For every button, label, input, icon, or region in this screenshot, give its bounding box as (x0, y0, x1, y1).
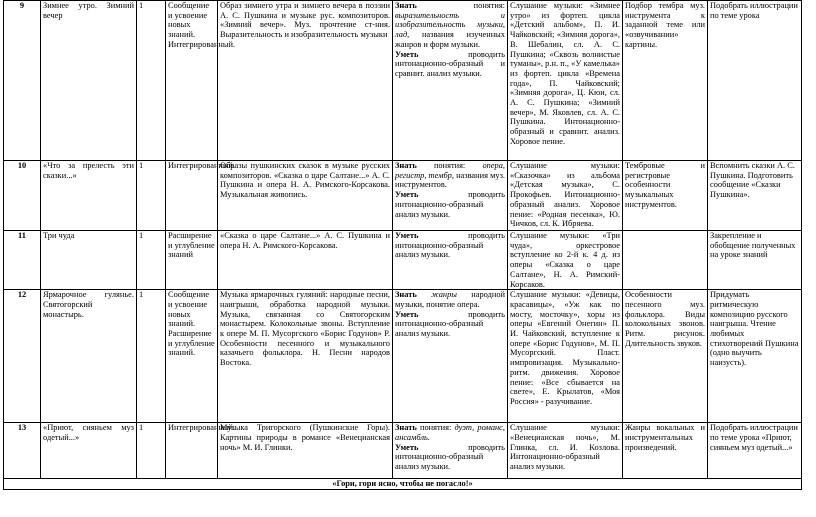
lesson-control: Особенности песенного муз. фольклора. Виды колокольных звонов. Ритм. рисунок. Длительность звуков. (623, 290, 708, 423)
lesson-type: Расширение и углубление знаний (166, 231, 218, 290)
lesson-homework: Придумать ритмическую композицию русского наигрыша. Чтение любимых стихотворений Пушкина (одно выучить наизусть). (708, 290, 802, 423)
lesson-plan-table (3, 0, 802, 490)
lesson-control (623, 231, 708, 290)
lesson-homework: Вспомнить сказки А. С. Пушкина. Подготовить сообщение «Сказки Пушкина». (708, 161, 802, 231)
req-keyword: Знать (395, 290, 417, 300)
req2-keyword: Уметь (395, 442, 419, 452)
lesson-control: Подбор тембра муз. инструмента к заданной теме или «озвучивании» картины. (623, 1, 708, 161)
lesson-type: Интегрированный. (166, 161, 218, 231)
lesson-homework: Закрепление и обобщение полученных на уроке знаний (708, 231, 802, 290)
req2-keyword: Уметь (395, 190, 419, 200)
req-lead: понятия: (416, 161, 483, 170)
section-title: «Гори, гори ясно, чтобы не погасло!» (4, 479, 802, 490)
lesson-activity: Слушание музыки: «Венецианская ночь», М. Глинка, сл. И. Козлова. Интонационно-образный анализ музыки. (508, 423, 623, 479)
req-lead: понятия: (416, 423, 455, 433)
req-terms: опера, регистр, тембр, (395, 161, 505, 180)
lesson-requirements (393, 1, 508, 161)
lesson-content: Образ зимнего утра и зимнего вечера в поэзии А. С. Пушкина и музыке рус. композиторов. «Зимний вечер». Муз. прочтение ст-ния. Выразительность и изобразительность музыки (218, 1, 393, 161)
table-row (4, 161, 802, 231)
req2-text: проводить интонационно-образный анализ музыки. (395, 442, 505, 472)
lesson-activity: Слушание музыки: «Сказочка» из альбома «Детская музыка», С. Прокофьев. Интонационно-образный анализ. Хоровое пение: «Родная песенка», Ю. Чичков, сл. К. Ибряева. (508, 161, 623, 231)
lesson-hours: 1 (137, 1, 166, 161)
lesson-topic: Зимнее утро. Зимний вечер (41, 1, 137, 161)
req2-keyword: Уметь (395, 309, 419, 319)
lesson-control: Жанры вокальных и инструментальных произведений. (623, 423, 708, 479)
lesson-content: Музыка ярмарочных гуляний: народные песни, наигрыши, обработка народной музыки. Музыка, связанная со Святогорским монастырем. Колокольные звоны. Вступление к опере М. П. Мусоргского «Борис Годунов» Р. Особенности песенного и музыкального казачьего фольклора. Н. Песни народов Востока. (218, 290, 393, 423)
lesson-requirements (393, 231, 508, 290)
lesson-hours: 1 (137, 290, 166, 423)
req-keyword: Знать (395, 1, 417, 10)
req2-text: проводить интонационно-образный анализ музыки. (395, 190, 505, 219)
lesson-topic: Ярмарочное гулянье. Святогорский монастырь. (41, 290, 137, 423)
req-keyword: Уметь (395, 231, 419, 240)
req-terms: жанры (431, 290, 457, 300)
table-row (4, 231, 802, 290)
req-lead (417, 290, 431, 299)
lesson-number: 10 (4, 161, 41, 231)
req-tail: названия муз. инструментов. (395, 170, 505, 190)
lesson-hours: 1 (137, 161, 166, 231)
lesson-hours: 1 (137, 231, 166, 290)
lesson-control: Тембровые и регистровые особенности музыкальных инструментов. (623, 161, 708, 231)
lesson-topic: «Что за прелесть эти сказки...» (41, 161, 137, 231)
lesson-topic: «Приют, сияньем муз одетый...» (41, 423, 137, 479)
lesson-type: Интегрированный. (166, 423, 218, 479)
section-footer-row (4, 479, 802, 490)
req-lead: понятия: (416, 1, 505, 10)
table-row (4, 290, 802, 423)
lesson-activity: Слушание музыки: «Зимнее утро» из фортеп. цикла «Детский альбом», П. И. Чайковский; «Зимняя дорога», В. Шебалин, сл. А. С. Пушкина; «Сквозь волнистые туманы», р.н. п., «У камелька» из фортеп. цикла «Времена года», П. Чайковский; «Зимняя дорога», Ц. Кюи, сл. А. С. Пушкина; «Зимний вечер», М. Яковлев, сл. А. С. Пушкина. Интонационно-образный и сравнит. анализ. Хоровое пение. (508, 1, 623, 161)
lesson-plan-sheet (3, 0, 802, 490)
lesson-content: Музыка Тригорского (Пушкинские Горы). Картины природы в романсе «Венецианская ночь» М. И. Глинки. (218, 423, 393, 479)
lesson-type: Сообщение и усвоение новых знаний. Интегрированный. (166, 1, 218, 161)
req-tail: названия изученных жанров и форм музыки. (395, 30, 505, 49)
lesson-type: Сообщение и усвоение новых знаний. Расширение и углубление знаний. (166, 290, 218, 423)
req-keyword: Знать (395, 423, 417, 433)
lesson-number: 9 (4, 1, 41, 161)
req2-text: проводить интонационно-образный и сравнит. анализ музыки. (395, 49, 505, 78)
lesson-number: 13 (4, 423, 41, 479)
lesson-content: «Сказка о царе Салтане...» А. С. Пушкина и опера Н. А. Римского-Корсакова. (218, 231, 393, 290)
req2-keyword: Уметь (395, 49, 419, 59)
req-tail: народной музыки, понятие опера. (395, 290, 505, 309)
lesson-requirements (393, 290, 508, 423)
lesson-hours: 1 (137, 423, 166, 479)
lesson-content: Образы пушкинских сказок в музыке русских композиторов. «Сказка о царе Салтане...» А. С. Пушкина и опера Н. А. Римского-Корсакова. Музыкальная живопись. (218, 161, 393, 231)
lesson-requirements (393, 161, 508, 231)
lesson-requirements (393, 423, 508, 479)
lesson-activity: Слушание музыки: «Три чуда», оркестровое вступление ко 2-й к. 4 д. из оперы «Сказка о царе Салтане», Н. А. Римский-Корсаков. (508, 231, 623, 290)
lesson-number: 12 (4, 290, 41, 423)
req-lead: проводить интонационно-образный анализ музыки. (395, 231, 505, 260)
lesson-homework: Подобрать иллюстрации по теме урока «Приют, сияньем муз одетый...» (708, 423, 802, 479)
lesson-topic: Три чуда (41, 231, 137, 290)
req-terms: дуэт, романс, ансамбль. (395, 423, 505, 442)
lesson-homework: Подобрать иллюстрации по теме урока (708, 1, 802, 161)
table-row (4, 423, 802, 479)
req-keyword: Знать (395, 161, 417, 170)
lesson-activity: Слушание музыки: «Девицы, красавицы», «Уж как по мосту, мосточку», хоры из оперы «Евгений Онегин» П. И. Чайковский, вступление к опере «Борис Годунов», М. П. Мусоргский. Пласт. импровизация. Музыкально-ритм. движения. Хоровое пение: «Все сбывается на свете», Е. Крылатов, «Моя Россия» - разучивание. (508, 290, 623, 423)
lesson-number: 11 (4, 231, 41, 290)
req2-text: проводить интонационно-образный анализ музыки. (395, 309, 505, 339)
req-terms: выразительность и изобразительность музыки, лад, (395, 10, 505, 40)
table-row (4, 1, 802, 161)
